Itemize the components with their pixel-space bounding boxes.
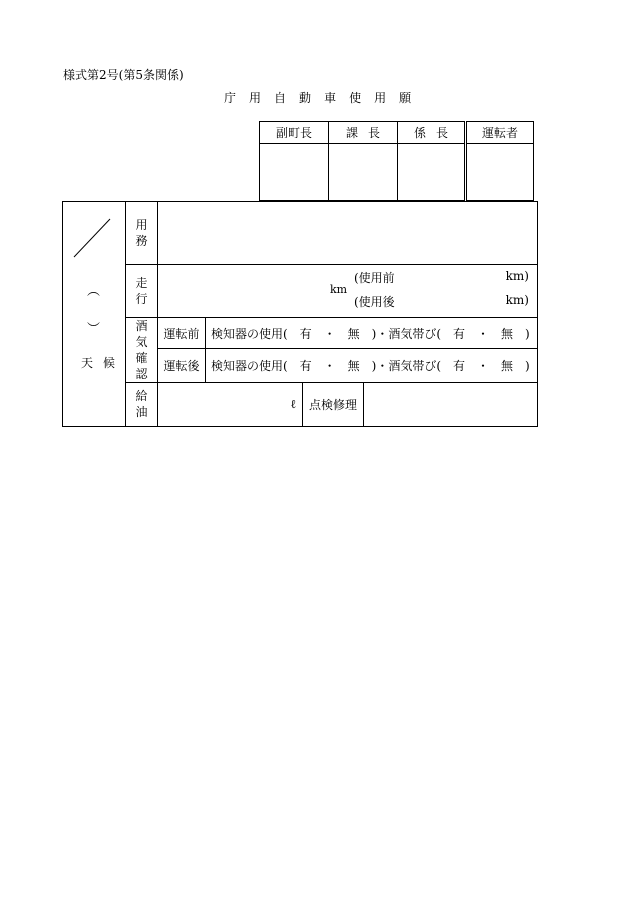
inspection-label: 点検修理 bbox=[303, 383, 364, 427]
weather-cell[interactable] bbox=[63, 202, 126, 427]
purpose-field[interactable] bbox=[158, 202, 538, 265]
header-vice-mayor: 副町長 bbox=[260, 122, 329, 144]
title-char: 庁 bbox=[224, 91, 237, 105]
fuel-amount-field[interactable] bbox=[158, 383, 303, 427]
mileage-total-unit: km bbox=[330, 283, 348, 296]
alcohol-check-label: 酒気確認 bbox=[126, 318, 158, 383]
before-driving-check[interactable]: 検知器の使用( 有 ・ 無 )・酒気帯び( 有 ・ 無 ) bbox=[206, 318, 538, 349]
mileage-before-label: (使用前 bbox=[354, 271, 395, 285]
after-driving-label: 運転後 bbox=[158, 349, 206, 383]
usage-details-table bbox=[62, 201, 538, 427]
weather-close-paren: ︶ bbox=[87, 322, 101, 337]
mileage-after-unit: km) bbox=[505, 293, 529, 307]
after-driving-check[interactable]: 検知器の使用( 有 ・ 無 )・酒気帯び( 有 ・ 無 ) bbox=[206, 349, 538, 383]
document-title bbox=[224, 89, 411, 106]
date-slash-line bbox=[63, 202, 125, 419]
title-char: 用 bbox=[374, 91, 387, 105]
mileage-after-label: (使用後 bbox=[354, 295, 395, 309]
header-driver: 運転者 bbox=[466, 122, 534, 144]
mileage-before-unit: km) bbox=[505, 269, 529, 283]
title-char: 願 bbox=[399, 91, 412, 105]
fuel-unit: ℓ bbox=[290, 397, 296, 411]
stamp-box-driver[interactable] bbox=[466, 144, 534, 201]
approval-stamp-table bbox=[259, 121, 534, 201]
weather-open-paren: ︵ bbox=[87, 284, 101, 299]
title-char: 用 bbox=[249, 91, 262, 105]
mileage-label: 走行 bbox=[126, 265, 158, 318]
form-number-label: 様式第2号(第5条関係) bbox=[63, 68, 184, 82]
stamp-box-vice-mayor[interactable] bbox=[260, 144, 329, 201]
stamp-box-subsection-chief[interactable] bbox=[398, 144, 466, 201]
title-char: 自 bbox=[274, 91, 287, 105]
fuel-label: 給油 bbox=[126, 383, 158, 427]
stamp-box-section-chief[interactable] bbox=[329, 144, 398, 201]
header-subsection-chief: 係 長 bbox=[398, 122, 466, 144]
mileage-field[interactable] bbox=[158, 265, 538, 318]
title-char: 動 bbox=[299, 91, 312, 105]
weather-label: 天 候 bbox=[81, 356, 116, 370]
title-char: 使 bbox=[349, 91, 362, 105]
inspection-field[interactable] bbox=[364, 383, 538, 427]
before-driving-label: 運転前 bbox=[158, 318, 206, 349]
header-section-chief: 課 長 bbox=[329, 122, 398, 144]
title-char: 車 bbox=[324, 91, 337, 105]
purpose-label: 用務 bbox=[126, 202, 158, 265]
